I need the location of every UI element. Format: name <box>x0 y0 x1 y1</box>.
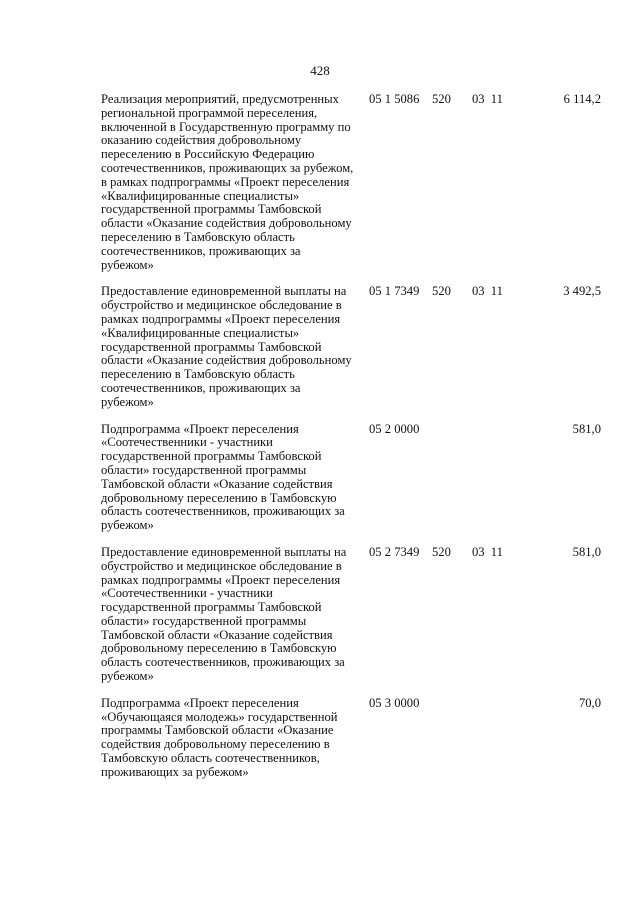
table-row <box>101 423 601 533</box>
row-section: 03 11 <box>472 544 503 559</box>
row-expense-type: 520 <box>432 284 451 299</box>
row-description: Предоставление единовременной выплаты на обустройство и медицинское обследование в рамках подпрограммы «Проект переселения «Квалифицированные специалисты» государственной программы Тамбовской области «Оказание содействия добровольному переселению в Тамбовскую область соотечественников, проживающих за рубежом» <box>101 284 352 409</box>
row-amount: 6 114,2 <box>563 92 601 106</box>
table-row <box>101 285 601 409</box>
row-expense-type: 520 <box>432 544 451 559</box>
row-amount: 581,0 <box>572 421 601 436</box>
table-row <box>101 546 601 684</box>
row-description: Реализация мероприятий, предусмотренных региональной программой переселения, включенной в Государственную программу по оказанию содействия добровольному переселению в Российскую Федерацию соотечественников, проживающих за рубежом, в рамках подпрограммы «Проект переселения «Квалифицированные специалисты» государственной программы Тамбовской области «Оказание содействия добровольному переселению в Тамбовскую область соотечественников, проживающих за рубежом» <box>101 92 354 272</box>
row-section: 03 11 <box>472 92 503 106</box>
budget-table <box>101 93 601 793</box>
row-amount: 581,0 <box>572 544 601 559</box>
row-description: Предоставление единовременной выплаты на обустройство и медицинское обследование в рамках подпрограммы «Проект переселения «Соотечественники - участники государственной программы Тамбовской области» государственной программы Тамбовской области «Оказание содействия добровольному переселению в Тамбовскую область соотечественников, проживающих за рубежом» <box>101 544 347 684</box>
row-target-code: 05 1 7349 <box>369 284 420 299</box>
row-target-code: 05 3 0000 <box>369 695 420 710</box>
row-target-code: 05 1 5086 <box>369 92 420 106</box>
row-expense-type: 520 <box>432 92 451 106</box>
row-section: 03 11 <box>472 284 503 299</box>
row-target-code: 05 2 7349 <box>369 544 420 559</box>
row-amount: 3 492,5 <box>563 284 601 299</box>
page-number: 428 <box>310 63 330 78</box>
row-amount: 70,0 <box>578 695 601 710</box>
row-target-code: 05 2 0000 <box>369 421 420 436</box>
row-description: Подпрограмма «Проект переселения «Обучающаяся молодежь» государственной программы Тамбовской области «Оказание содействия добровольному переселению в Тамбовскую область соотечественников, проживающих за рубежом» <box>101 695 338 779</box>
table-row <box>101 697 601 780</box>
table-row <box>101 93 601 272</box>
row-description: Подпрограмма «Проект переселения «Соотечественники - участники государственной программы Тамбовской области» государственной программы Тамбовской области «Оказание содействия добровольному переселению в Тамбовскую область соотечественников, проживающих за рубежом» <box>101 421 345 533</box>
